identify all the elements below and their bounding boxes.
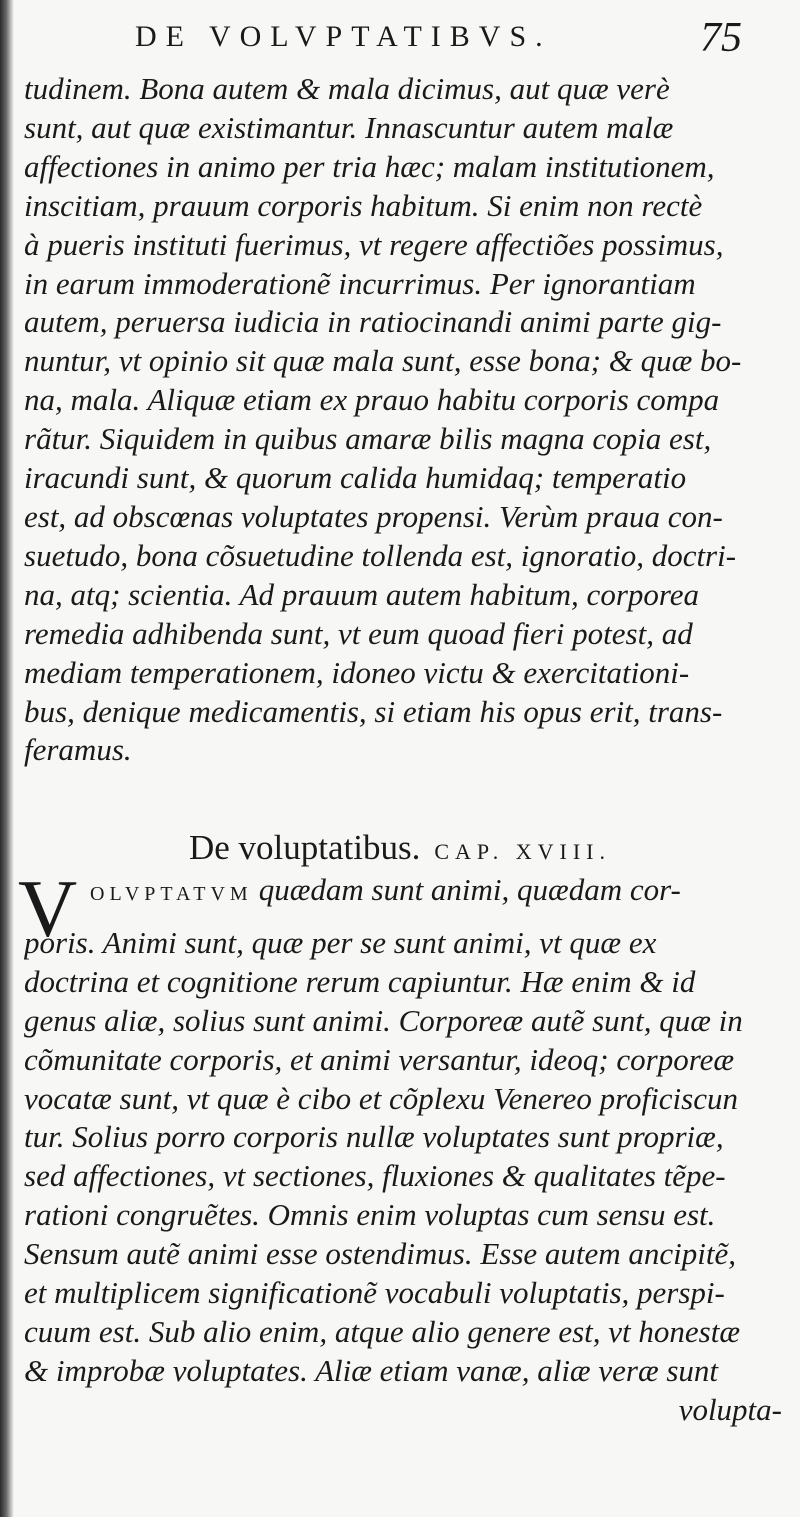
text-line: remedia adhibenda sunt, vt eum quoad fieri potest, ad	[24, 615, 693, 651]
paragraph-continued	[24, 70, 782, 770]
text-line: nuntur, vt opinio sit quæ mala sunt, esse bona; & quæ bo-	[24, 343, 742, 379]
catchword: volupta-	[678, 1391, 782, 1427]
drop-initial: V	[18, 863, 78, 954]
chapter-title: De voluptatibus.	[189, 828, 421, 867]
text-line: est, ad obscœnas voluptates propensi. Verùm praua con-	[24, 498, 723, 534]
text-line: cuum est. Sub alio enim, atque alio genere est, vt honestæ	[24, 1313, 741, 1349]
text-line: feramus.	[24, 732, 132, 768]
text-line: sed affectiones, vt sectiones, fluxiones & qualitates tẽpe-	[24, 1158, 726, 1194]
text-line: na, atq; scientia. Ad prauum autem habitum, corporea	[24, 576, 700, 612]
text-line: doctrina et cognitione rerum capiuntur. Hæ enim & id	[24, 963, 696, 999]
chapter-body	[24, 885, 782, 1430]
text-line: rationi congruẽtes. Omnis enim voluptas cum sensu est.	[24, 1197, 716, 1233]
text-line: bus, denique medicamentis, si etiam his opus erit, trans-	[24, 693, 723, 729]
text-line: cõmunitate corporis, et animi versantur, ideoq; corporeæ	[24, 1041, 735, 1077]
text-line: iracundi sunt, & quorum calida humidaq; temperatio	[24, 460, 687, 496]
page-number: 75	[700, 15, 742, 61]
text-line: Sensum autẽ animi esse ostendimus. Esse autem ancipitẽ,	[24, 1236, 737, 1272]
chapter-number: CAP. XVIII.	[434, 839, 611, 864]
text-line: genus aliæ, solius sunt animi. Corporeæ autẽ sunt, quæ in	[24, 1002, 743, 1038]
text-line: tur. Solius porro corporis nullæ voluptates sunt propriæ,	[24, 1119, 724, 1155]
text-line: inscitiam, prauum corporis habitum. Si enim non rectè	[24, 187, 703, 223]
text-line: affectiones in animo per tria hæc; malam institutionem,	[24, 148, 715, 184]
gutter-shadow	[0, 0, 14, 1517]
text-line: in earum immoderationẽ incurrimus. Per ignorantiam	[24, 265, 696, 301]
text-line: na, mala. Aliquæ etiam ex prauo habitu corporis compa	[24, 382, 720, 418]
text-line: poris. Animi sunt, quæ per se sunt animi, vt quæ ex	[24, 924, 657, 960]
text-line: vocatæ sunt, vt quæ è cibo et cõplexu Venereo proficiscun	[24, 1080, 738, 1116]
text-line: sunt, aut quæ existimantur. Innascuntur autem malæ	[24, 109, 674, 145]
text-line: rãtur. Siquidem in quibus amaræ bilis magna copia est,	[24, 421, 712, 457]
text-line: autem, peruersa iudicia in ratiocinandi animi parte gig-	[24, 304, 722, 340]
text-line: tudinem. Bona autem & mala dicimus, aut quæ verè	[24, 71, 670, 106]
opening-word: OLVPTATVM	[90, 883, 253, 905]
text-line: à pueris instituti fuerimus, vt regere affectiões possimus,	[24, 226, 724, 262]
first-line-text: quædam sunt animi, quædam cor-	[258, 872, 681, 907]
text-line	[24, 885, 782, 924]
text-line: et multiplicem significationẽ vocabuli voluptatis, perspi-	[24, 1275, 725, 1311]
text-line: & improbæ voluptates. Aliæ etiam vanæ, aliæ veræ sunt	[24, 1352, 719, 1388]
text-line: suetudo, bona cõsuetudine tollenda est, ignoratio, doctri-	[24, 537, 737, 573]
chapter-heading	[0, 828, 800, 868]
text-line: mediam temperationem, idoneo victu & exercitationi-	[24, 654, 690, 690]
running-head: DE VOLVPTATIBVS.	[135, 20, 552, 53]
